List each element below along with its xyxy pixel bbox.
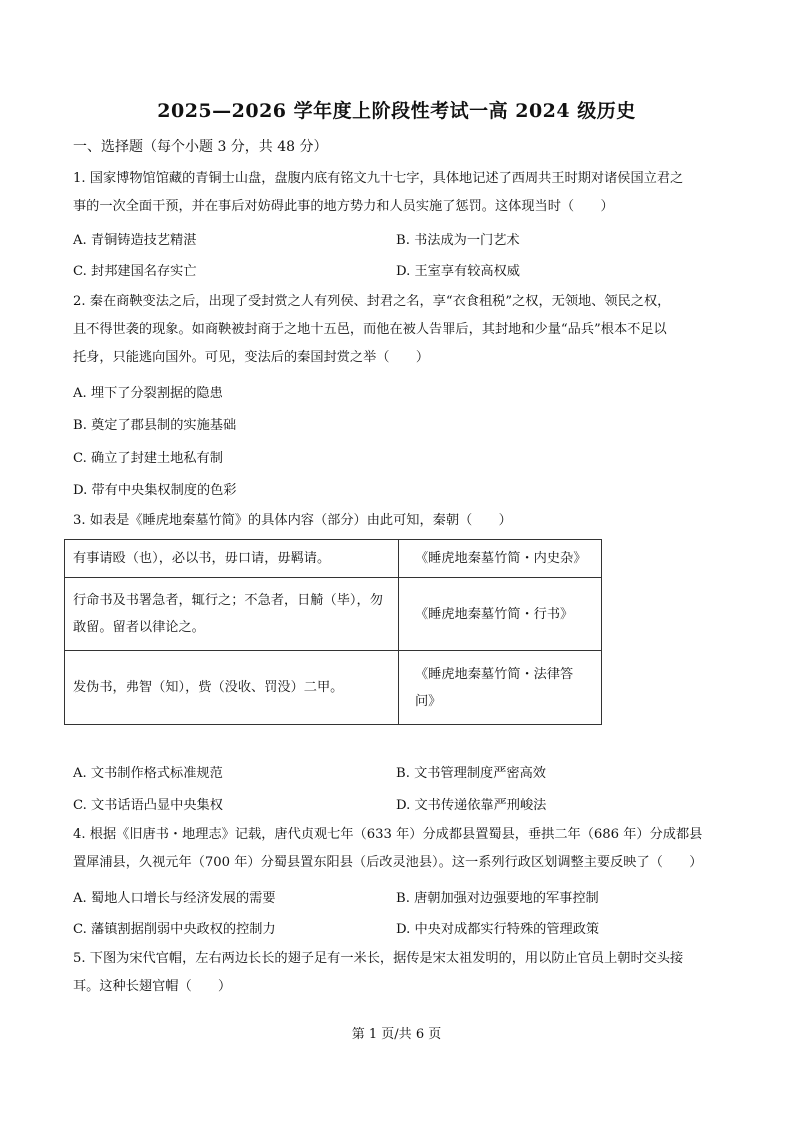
question-4-stem xyxy=(73,821,733,877)
cell-line: 行命书及书署急者，辄行之；不急者，日觭（毕），勿 xyxy=(73,593,383,608)
question-1-stem xyxy=(73,165,733,221)
cell-line: 发伪书，弗智（知），赀（没收、罚没）二甲。 xyxy=(73,680,344,695)
table-row xyxy=(65,578,602,651)
q1-option-a: A. 青铜铸造技艺精湛 xyxy=(73,233,197,248)
question-4-line: 置犀浦县，久视元年（700 年）分蜀县置东阳县（后改灵池县）。这一系列行政区划调整主要反映了（ ） xyxy=(73,855,703,870)
q2-option-c: C. 确立了封建土地私有制 xyxy=(73,451,223,466)
cell-line: 问》 xyxy=(415,693,442,709)
q4-option-c: C. 藩镇割据削弱中央政权的控制力 xyxy=(73,922,276,937)
question-1-line: 事的一次全面干预，并在事后对妨碍此事的地方势力和人员实施了惩罚。这体现当时（ ） xyxy=(73,199,614,214)
question-2-stem xyxy=(73,288,733,372)
question-3-stem: 3. 如表是《睡虎地秦墓竹简》的具体内容（部分）由此可知，秦朝（ ） xyxy=(73,513,512,528)
q1-option-c: C. 封邦建国名存实亡 xyxy=(73,264,197,279)
q3-option-d: D. 文书传递依靠严刑峻法 xyxy=(396,798,547,813)
question-2-line: 托身，只能逃向国外。可见，变法后的秦国封赏之举（ ） xyxy=(73,350,430,365)
cell-line: 敢留。留者以律论之。 xyxy=(73,620,205,635)
question-2-line: 2. 秦在商鞅变法之后，出现了受封赏之人有列侯、封君之名，享“衣食租税”之权，无领地、领民之权， xyxy=(73,294,671,309)
page-title: 2025—2026 学年度上阶段性考试一高 2024 级历史 xyxy=(157,100,636,122)
q4-option-d: D. 中央对成都实行特殊的管理政策 xyxy=(396,922,600,937)
q1-option-d: D. 王室享有较高权威 xyxy=(396,264,520,279)
cell-line: 《睡虎地秦墓竹简・法律答 xyxy=(415,666,574,682)
table-row xyxy=(65,651,602,725)
q4-option-b: B. 唐朝加强对边强要地的军事控制 xyxy=(396,891,599,906)
q3-option-c: C. 文书话语凸显中央集权 xyxy=(73,798,223,813)
table-cell-content xyxy=(65,540,399,578)
q4-option-a: A. 蜀地人口增长与经济发展的需要 xyxy=(73,891,276,906)
table-cell-content xyxy=(65,651,399,725)
table-cell-source xyxy=(399,578,602,651)
table-cell-source xyxy=(399,540,602,578)
table-cell-content xyxy=(65,578,399,651)
q3-table xyxy=(64,539,602,725)
table-cell-source xyxy=(399,651,602,725)
q1-option-b: B. 书法成为一门艺术 xyxy=(396,233,520,248)
page-footer: 第 1 页/共 6 页 xyxy=(351,1027,442,1042)
question-1-line: 1. 国家博物馆馆藏的青铜士山盘，盘腹内底有铭文九十七字，具体地记述了西周共王时期对诸侯国立君之 xyxy=(73,171,684,186)
question-5-stem xyxy=(73,945,733,1001)
q2-option-b: B. 奠定了郡县制的实施基础 xyxy=(73,418,237,433)
q3-option-a: A. 文书制作格式标准规范 xyxy=(73,766,223,781)
cell-line: 有事请殴（也），必以书，毋口请，毋羁请。 xyxy=(73,551,331,566)
q2-option-d: D. 带有中央集权制度的色彩 xyxy=(73,483,237,498)
section-heading: 一、选择题（每个小题 3 分，共 48 分） xyxy=(73,139,328,155)
cell-line: 《睡虎地秦墓竹简・行书》 xyxy=(415,606,574,622)
question-2-line: 且不得世袭的现象。如商鞅被封商于之地十五邑，而他在被人告罪后，其封地和少量“品兵”根本不足以 xyxy=(73,322,667,337)
question-5-line: 耳。这种长翅官帽（ ） xyxy=(73,979,232,994)
cell-line: 《睡虎地秦墓竹简・内史杂》 xyxy=(415,551,587,566)
question-4-line: 4. 根据《旧唐书・地理志》记载，唐代贞观七年（633 年）分成都县置蜀县，垂拱二年（686 年）分成都县 xyxy=(73,827,703,842)
q3-option-b: B. 文书管理制度严密高效 xyxy=(396,766,546,781)
q2-option-a: A. 埋下了分裂割据的隐患 xyxy=(73,386,223,401)
question-5-line: 5. 下图为宋代官帽，左右两边长长的翅子足有一米长，据传是宋太祖发明的，用以防止官员上朝时交头接 xyxy=(73,951,684,966)
table-row xyxy=(65,540,602,578)
